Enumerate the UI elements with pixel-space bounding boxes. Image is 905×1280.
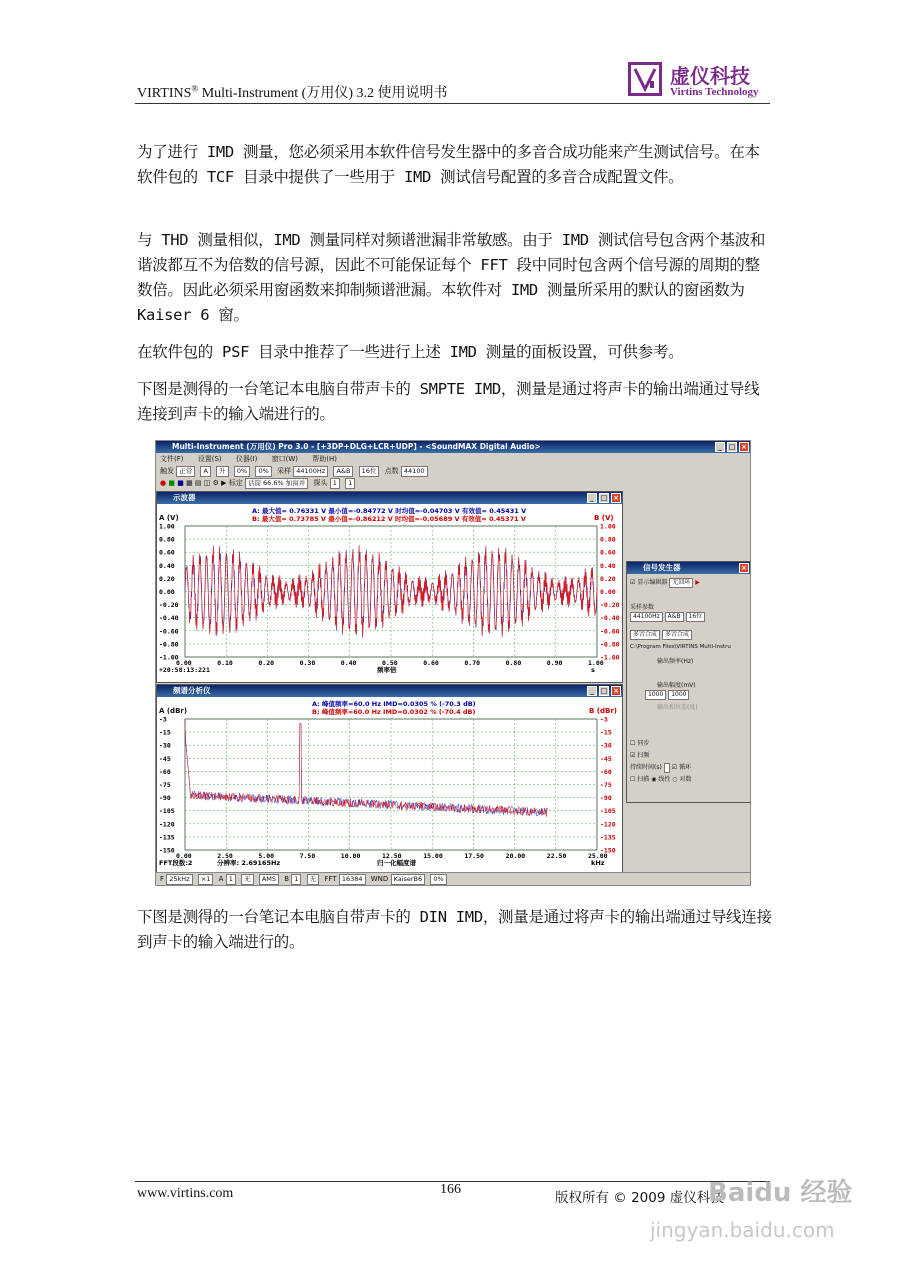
status-fft-size-select[interactable]: 16384 <box>339 874 366 885</box>
sampling-label: 采样 <box>276 467 291 475</box>
trigger-label: 触发 <box>160 467 174 475</box>
timestamp: +20:58:13:221 <box>159 666 210 674</box>
mic-field[interactable]: 话筒 66.6% 加窗并 <box>245 478 308 489</box>
menu-settings[interactable]: 设置(S) <box>197 455 222 463</box>
oscilloscope-title: 示波器 <box>173 493 196 502</box>
y-tick-label-left: -0.80 <box>159 640 179 649</box>
status-b-select[interactable]: 1 <box>291 874 301 885</box>
y-tick-label-left: 0.80 <box>159 535 175 544</box>
x-axis-unit: kHz <box>591 859 605 867</box>
y-tick-label-right: -30 <box>600 741 612 750</box>
y-tick-label-right: 0.60 <box>600 548 616 557</box>
header-divider <box>135 103 770 104</box>
y-tick-label-right: 0.00 <box>600 588 616 596</box>
trigger-channel-select[interactable]: A <box>200 466 210 477</box>
calibrate-label[interactable]: 标定 <box>228 479 243 487</box>
x-tick-label: 0.80 <box>505 659 522 667</box>
x-tick-label: 0.60 <box>423 659 439 667</box>
trigger-edge-select[interactable]: 升 <box>216 466 229 477</box>
status-a-label: A <box>218 875 224 883</box>
y-tick-label-right: -75 <box>600 781 612 789</box>
spectrum-title: 频谱分析仪 <box>173 686 211 695</box>
gen-sweep-label: 扫频 <box>637 752 650 759</box>
x-tick-label: 0.20 <box>258 659 275 667</box>
gen-enable-checkbox[interactable]: ☑ <box>630 579 636 586</box>
toolbar-controls <box>156 477 750 489</box>
gen-rate-select[interactable]: 44100Hz <box>630 612 663 622</box>
x-tick-label: 1.00 <box>588 659 604 667</box>
status-a-select[interactable]: 1 <box>226 874 236 885</box>
y-tick-label-left: -0.60 <box>159 627 179 636</box>
y-tick-label-left: -75 <box>159 781 171 789</box>
page-number: 166 <box>440 1182 461 1197</box>
osc-stats-b: B: 最大值= 0.73785 V 最小值=-0.86212 V 时均值=-0.05689 V 有效值= 0.45371 V <box>252 515 526 523</box>
y-tick-label-left: -45 <box>159 754 171 763</box>
y-tick-label-right: -60 <box>600 767 612 776</box>
gen-sync-checkbox[interactable]: ☐ <box>630 740 636 747</box>
status-overlap-select[interactable]: 0% <box>430 874 446 885</box>
close-icon[interactable]: × <box>739 442 749 452</box>
y-tick-label-left: 0.60 <box>159 548 175 557</box>
gen-sweep-checkbox[interactable]: ☑ <box>630 752 636 759</box>
logo-mark-icon <box>628 62 662 96</box>
y-tick-label-right: 0.40 <box>600 561 616 570</box>
spectrum-title-bar <box>157 685 622 697</box>
generator-title-bar <box>627 562 750 574</box>
spec-left-unit: A (dBr) <box>159 707 188 715</box>
osc-maximize-icon[interactable]: □ <box>600 494 608 502</box>
run-icon[interactable]: ● <box>160 479 167 487</box>
spec-minimize-icon[interactable]: _ <box>587 686 597 696</box>
y-tick-label-right: -120 <box>600 820 616 829</box>
watermark-url: jingyan.baidu.com <box>650 1218 835 1242</box>
y-tick-label-right: -135 <box>600 833 616 842</box>
company-logo <box>628 62 773 102</box>
logo-chinese-name: 虚仪科技 <box>670 64 750 88</box>
status-wnd-label: WND <box>370 875 389 883</box>
gen-sync-label: 同步 <box>637 740 650 747</box>
x-tick-label: 12.50 <box>382 852 402 860</box>
y-tick-label-left: -150 <box>159 846 175 855</box>
gen-mode-select[interactable]: 无回环 <box>669 578 693 588</box>
status-window-select[interactable]: KaiserB6 <box>391 874 426 885</box>
y-tick-label-left: -1.00 <box>159 653 179 662</box>
gen-linear-label: 线性 <box>658 776 671 783</box>
menu-window[interactable]: 窗口(W) <box>271 455 299 463</box>
status-zoom-select[interactable]: ×1 <box>198 874 214 885</box>
oscilloscope-window <box>156 491 623 683</box>
probe-label: 探头 <box>313 479 328 487</box>
y-tick-label-left: 0.40 <box>159 561 175 570</box>
x-tick-label: 20.00 <box>505 852 526 860</box>
probe-b-select[interactable]: 1 <box>345 478 355 489</box>
x-tick-label: 7.50 <box>299 852 316 860</box>
x-tick-label: 25.00 <box>588 852 608 860</box>
paragraph-imd-signal: 为了进行 IMD 测量，您必须采用本软件信号发生器中的多音合成功能来产生测试信号。在本软件包的 TCF 目录中提供了一些用于 IMD 测试信号配置的多音合成配置文件。 <box>137 143 760 186</box>
x-axis-label: 频率倍 <box>377 666 397 674</box>
y-tick-label-left: -3 <box>159 715 167 724</box>
probe-a-select[interactable]: 1 <box>330 478 340 489</box>
y-tick-label-right: -0.20 <box>600 601 620 610</box>
maximize-icon[interactable]: □ <box>728 443 736 451</box>
status-f-label: F <box>160 875 165 883</box>
software-screenshot <box>155 440 751 886</box>
spec-close-icon[interactable]: × <box>611 686 621 696</box>
y-tick-label-left: -30 <box>159 741 171 750</box>
gen-sampling-label: 采样参数 <box>630 604 655 611</box>
minimize-icon[interactable]: _ <box>715 442 725 452</box>
y-tick-label-left: -90 <box>159 794 171 803</box>
y-tick-label-right: 1.00 <box>600 522 616 531</box>
app-title: Multi-Instrument (万用仪) Pro 3.0 - [+3DP+DLG+LCR+UDP] - <SoundMAX Digital Audio> <box>172 442 541 451</box>
status-ams-select[interactable]: AMS <box>259 874 279 885</box>
tools-icons[interactable]: ▦ ▤ ◫ ⚙ ▶ <box>186 479 227 487</box>
y-tick-label-right: -0.80 <box>600 640 620 649</box>
gen-amp-b-input[interactable]: 1000 <box>668 690 689 700</box>
x-tick-label: 15.00 <box>423 852 443 860</box>
y-tick-label-left: -0.20 <box>159 601 179 610</box>
gen-amp-label: 输出幅度(mV) <box>657 682 696 689</box>
y-tick-label-left: -105 <box>159 807 175 816</box>
trigger-delay-input[interactable]: 0% <box>255 466 271 477</box>
bit-depth-select[interactable]: 16位 <box>359 466 380 477</box>
osc-minimize-icon[interactable]: _ <box>587 493 597 503</box>
y-tick-label-right: -105 <box>600 807 616 816</box>
oscilloscope-plot[interactable] <box>157 522 622 682</box>
y-tick-label-right: -150 <box>600 846 616 855</box>
paragraph-psf: 在软件包的 PSF 目录中推荐了一些进行上述 IMD 测量的面板设置，可供参考。 <box>137 343 684 361</box>
y-tick-label-right: -1.00 <box>600 653 620 662</box>
x-tick-label: 0.90 <box>546 659 563 667</box>
x-tick-label: 0.00 <box>176 852 192 860</box>
gen-channel-select[interactable]: A&B <box>665 612 684 622</box>
y-tick-label-right: -3 <box>600 715 608 724</box>
x-tick-label: 0.70 <box>464 659 481 667</box>
spectrum-plot[interactable] <box>157 715 622 875</box>
toolbar-trigger <box>156 465 750 477</box>
y-tick-label-left: -15 <box>159 728 171 737</box>
footer-copyright: 版权所有 © 2009 虚仪科技 <box>555 1190 724 1206</box>
x-tick-label: 0.00 <box>176 659 192 667</box>
gen-amp-a-input[interactable]: 1000 <box>645 690 666 700</box>
gen-duration-label: 持续时间(s) <box>630 764 662 771</box>
spec-right-unit: B (dBr) <box>589 707 617 715</box>
gen-freq-label: 输出频率(Hz) <box>657 658 694 665</box>
spectrum-window <box>156 684 623 876</box>
gen-log-label: 对数 <box>679 776 692 783</box>
footer-website: www.virtins.com <box>137 1186 234 1201</box>
y-tick-label-right: 0.80 <box>600 535 616 544</box>
gen-bits-select[interactable]: 16位 <box>686 612 706 622</box>
green-icon[interactable]: ■ <box>168 479 175 487</box>
status-b-label: B <box>284 875 290 883</box>
generator-title: 信号发生器 <box>643 563 681 572</box>
spec-maximize-icon[interactable]: □ <box>600 687 608 695</box>
y-tick-label-right: -15 <box>600 728 612 737</box>
y-tick-label-right: -0.60 <box>600 627 620 636</box>
logo-english-name: Virtins Technology <box>670 86 759 98</box>
y-tick-label-left: 0.00 <box>159 588 175 596</box>
menu-help[interactable]: 帮助(H) <box>312 455 337 463</box>
y-tick-label-left: -135 <box>159 833 175 842</box>
y-tick-label-right: -0.40 <box>600 614 620 623</box>
osc-stats-a: A: 最大值= 0.76331 V 最小值=-0.84772 V 时均值=-0.04703 V 有效值= 0.45431 V <box>252 507 527 515</box>
x-tick-label: 2.50 <box>217 852 233 860</box>
y-tick-label-right: -90 <box>600 794 612 803</box>
gen-loop-label: 循环 <box>678 764 691 771</box>
blue-icon[interactable]: ■ <box>177 479 184 487</box>
header-title: VIRTINS® Multi-Instrument (万用仪) 3.2 使用说明书 <box>137 83 448 101</box>
y-tick-label-left: 1.00 <box>159 522 175 531</box>
points-label: 点数 <box>384 467 399 475</box>
x-tick-label: 0.30 <box>299 659 316 667</box>
x-axis-label: 归一化幅度谱 <box>377 859 416 867</box>
resolution-info: 分辨率: 2.69165Hz <box>217 859 281 867</box>
gen-phase-label: 输出相位差(度) <box>657 704 698 711</box>
app-title-bar <box>156 441 750 453</box>
paragraph-din-caption: 下图是测得的一台笔记本电脑自带声卡的 DIN IMD，测量是通过将声卡的输出端通过导线连接到声卡的输入端进行的。 <box>137 908 772 951</box>
menu-bar <box>156 453 750 465</box>
x-tick-label: 0.40 <box>340 659 357 667</box>
paragraph-smpte-caption: 下图是测得的一台笔记本电脑自带声卡的 SMPTE IMD，测量是通过将声卡的输出端通过导线连接到声卡的输入端进行的。 <box>137 380 760 423</box>
gen-wave-a-select[interactable]: 多音合成 <box>630 630 660 640</box>
channel-select[interactable]: A&B <box>333 466 353 477</box>
x-tick-label: 17.50 <box>464 852 484 860</box>
sample-rate-select[interactable]: 44100Hz <box>293 466 328 477</box>
osc-close-icon[interactable]: × <box>611 493 621 503</box>
y-tick-label-left: -120 <box>159 820 175 829</box>
osc-left-unit: A (V) <box>159 514 179 522</box>
status-bar <box>156 872 751 885</box>
gen-duration-input[interactable] <box>664 763 670 773</box>
signal-generator-panel: 信号发生器 × ☑ 显示编辑器 无回环 ▶ 采样参数 44100Hz A&B 16位 多音合成 多音合成 C:\Program Files\VIRTINS Multi-Instru 输出频率(Hz) 输出幅度(mV) 1000 1000 输出相位差(度) ☐ 同步 ☑ 扫频 持续时间(s) ☑ 循环 ☐ 扫描 ◉ 线性 ○ 对数 <box>626 561 751 803</box>
x-tick-label: 0.10 <box>217 659 233 667</box>
oscilloscope-title-bar <box>157 492 622 504</box>
spec-stats-b: B: 峰值频率=60.0 Hz IMD=0.0302 % (-70.4 dB) <box>312 708 476 716</box>
gen-wave-b-select[interactable]: 多音合成 <box>662 630 692 640</box>
gen-file-path: C:\Program Files\VIRTINS Multi-Instru <box>630 644 731 650</box>
gen-play-icon[interactable]: ▶ <box>695 579 700 586</box>
watermark-logo: Baidu 经验 <box>708 1178 853 1208</box>
x-tick-label: 22.50 <box>546 852 567 860</box>
y-tick-label-right: 0.20 <box>600 574 616 583</box>
gen-enable-label: 显示编辑器 <box>637 579 668 586</box>
paragraph-spectral-leakage: 与 THD 测量相似，IMD 测量同样对频谱泄漏非常敏感。由于 IMD 测试信号包含两个基波和谐波都互不为倍数的信号源，因此不可能保证每个 FFT 段中同时包含两个信号源的周期的整数倍。因此必须采用窗函数来抑制频谱泄漏。本软件对 IMD 测量所采用的默认的窗函数为 Kaiser 6 窗。 <box>137 231 766 324</box>
y-tick-label-left: 0.20 <box>159 574 175 583</box>
points-select[interactable]: 44100 <box>401 466 428 477</box>
x-tick-label: 5.00 <box>258 852 275 860</box>
gen-close-icon[interactable]: × <box>739 563 749 573</box>
trigger-mode-select[interactable]: 正常 <box>176 466 195 477</box>
status-fft-label: FFT <box>324 875 337 883</box>
status-a-weight-select[interactable]: 无 <box>241 874 254 885</box>
osc-right-unit: B (V) <box>594 514 614 522</box>
trigger-level-input[interactable]: 0% <box>234 466 250 477</box>
y-tick-label-right: -45 <box>600 754 612 763</box>
spec-stats-a: A: 峰值频率=60.0 Hz IMD=0.0305 % (-70.3 dB) <box>312 700 476 708</box>
fft-info: FFT段数:2 <box>159 859 193 867</box>
x-axis-unit: s <box>591 666 595 674</box>
x-tick-label: 0.50 <box>382 659 398 667</box>
menu-file[interactable]: 文件(F) <box>160 455 184 463</box>
gen-scan-label: 扫描 <box>637 776 650 783</box>
x-tick-label: 10.00 <box>340 852 361 860</box>
status-range-select[interactable]: 25kHz <box>166 874 192 885</box>
y-tick-label-left: -0.40 <box>159 614 179 623</box>
y-tick-label-left: -60 <box>159 767 171 776</box>
menu-instrument[interactable]: 仪器(I) <box>235 455 258 463</box>
status-b-weight-select[interactable]: 无 <box>307 874 320 885</box>
